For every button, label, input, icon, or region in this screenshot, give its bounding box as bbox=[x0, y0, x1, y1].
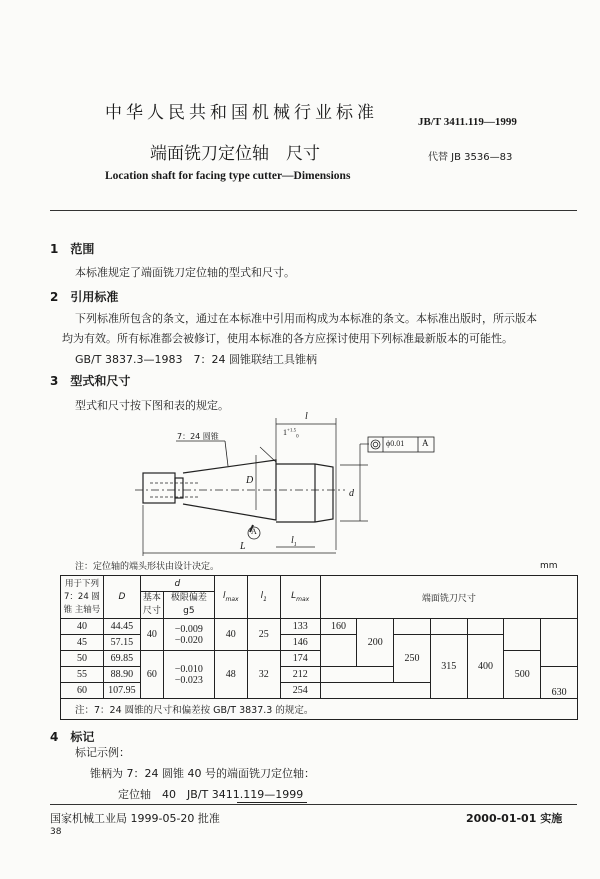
datum-circle-label: A bbox=[251, 527, 257, 536]
tolerance-value: ϕ0.01 bbox=[386, 439, 405, 448]
header-lmax: $l_{max}$ bbox=[214, 576, 247, 619]
section-2-ref: GB/T 3837.3—1983 7：24 圆锥联结工具锥柄 bbox=[75, 353, 317, 366]
cutter-315: 315 bbox=[430, 635, 467, 699]
footer-rule bbox=[50, 804, 577, 805]
marking-example: 定位轴 40 JB/T 3411.119—1999 bbox=[118, 788, 304, 801]
table-row: 50 69.85 60 −0.010 −0.023 48 32 174 500 bbox=[61, 651, 578, 667]
dimension-table bbox=[60, 575, 578, 720]
header-d-base: 基本 尺寸 bbox=[140, 592, 163, 619]
cutter-500: 500 bbox=[504, 651, 541, 699]
title-en: Location shaft for facing type cutter—Dimensions bbox=[105, 170, 351, 182]
section-1-text: 本标准规定了端面铣刀定位轴的型式和尺寸。 bbox=[75, 266, 295, 279]
footer-issuer: 国家机械工业局 1999-05-20 批准 bbox=[50, 812, 220, 825]
replaces: 代替 JB 3536—83 bbox=[428, 152, 513, 163]
section-2-text-2: 均为有效。所有标准都会被修订，使用本标准的各方应探讨使用下列标准最新版本的可能性。 bbox=[62, 332, 513, 345]
section-3-heading: 3 型式和尺寸 bbox=[50, 374, 131, 388]
title-cn: 端面铣刀定位轴 尺寸 bbox=[150, 144, 320, 164]
header-d: d bbox=[140, 576, 214, 592]
cutter-250: 250 bbox=[394, 635, 431, 683]
dim-d-label: d bbox=[349, 488, 354, 499]
table-row: 45 57.15 146 250 315 400 bbox=[61, 635, 578, 651]
table-row: 60 107.95 254 bbox=[61, 683, 578, 699]
standard-code: JB/T 3411.119—1999 bbox=[418, 116, 517, 128]
cutter-160: 160 bbox=[320, 619, 357, 635]
marking-example-desc: 锥柄为 7：24 圆锥 40 号的端面铣刀定位轴： bbox=[90, 767, 315, 780]
table-row: 40 44.45 40 −0.009 −0.020 40 25 133 160 200 bbox=[61, 619, 578, 635]
example-underline bbox=[237, 802, 307, 803]
dim-L-label: L bbox=[240, 541, 246, 552]
table-note: 注：7：24 圆锥的尺寸和偏差按 GB/T 3837.3 的规定。 bbox=[61, 699, 578, 720]
drawing-note: 注：定位轴的端头形状由设计决定。 bbox=[75, 562, 220, 572]
cutter-200: 200 bbox=[357, 619, 394, 667]
footer-effective: 2000-01-01 实施 bbox=[466, 812, 563, 825]
table-row: 55 88.90 212 630 bbox=[61, 667, 578, 683]
unit-label: mm bbox=[540, 561, 558, 571]
org-title: 中华人民共和国机械行业标准 bbox=[105, 103, 378, 123]
page-number: 38 bbox=[50, 827, 62, 837]
section-4-heading: 4 标记 bbox=[50, 730, 95, 744]
marking-example-label: 标记示例： bbox=[75, 746, 130, 759]
datum-ref: A bbox=[422, 438, 429, 448]
section-2-text-1: 下列标准所包含的条文，通过在本标准中引用而构成为本标准的条文。本标准出版时，所示版本 bbox=[75, 312, 537, 325]
section-1-heading: 1 范围 bbox=[50, 242, 95, 256]
header-d-dev: 极限偏差 g5 bbox=[163, 592, 214, 619]
dim-1-label: $1^{+1.5}_0$ bbox=[283, 428, 299, 440]
header-cutter: 端面铣刀尺寸 bbox=[320, 576, 577, 619]
header-Lmax: $L_{max}$ bbox=[280, 576, 320, 619]
section-3-text: 型式和尺寸按下图和表的规定。 bbox=[75, 399, 229, 412]
dim-D-label: D bbox=[246, 475, 254, 486]
header-spindle-no: 用于下列 7：24 圆锥 主轴号 bbox=[61, 576, 104, 619]
section-2-heading: 2 引用标准 bbox=[50, 290, 119, 304]
cutter-400: 400 bbox=[467, 635, 504, 699]
header-l1: $l_1$ bbox=[247, 576, 280, 619]
dim-l1-label: $l_1$ bbox=[291, 535, 297, 548]
cutter-630: 630 bbox=[541, 667, 578, 699]
taper-label: 7：24 圆锥 bbox=[177, 432, 219, 441]
dim-l-label: l bbox=[305, 411, 308, 422]
header-D: D bbox=[103, 576, 140, 619]
